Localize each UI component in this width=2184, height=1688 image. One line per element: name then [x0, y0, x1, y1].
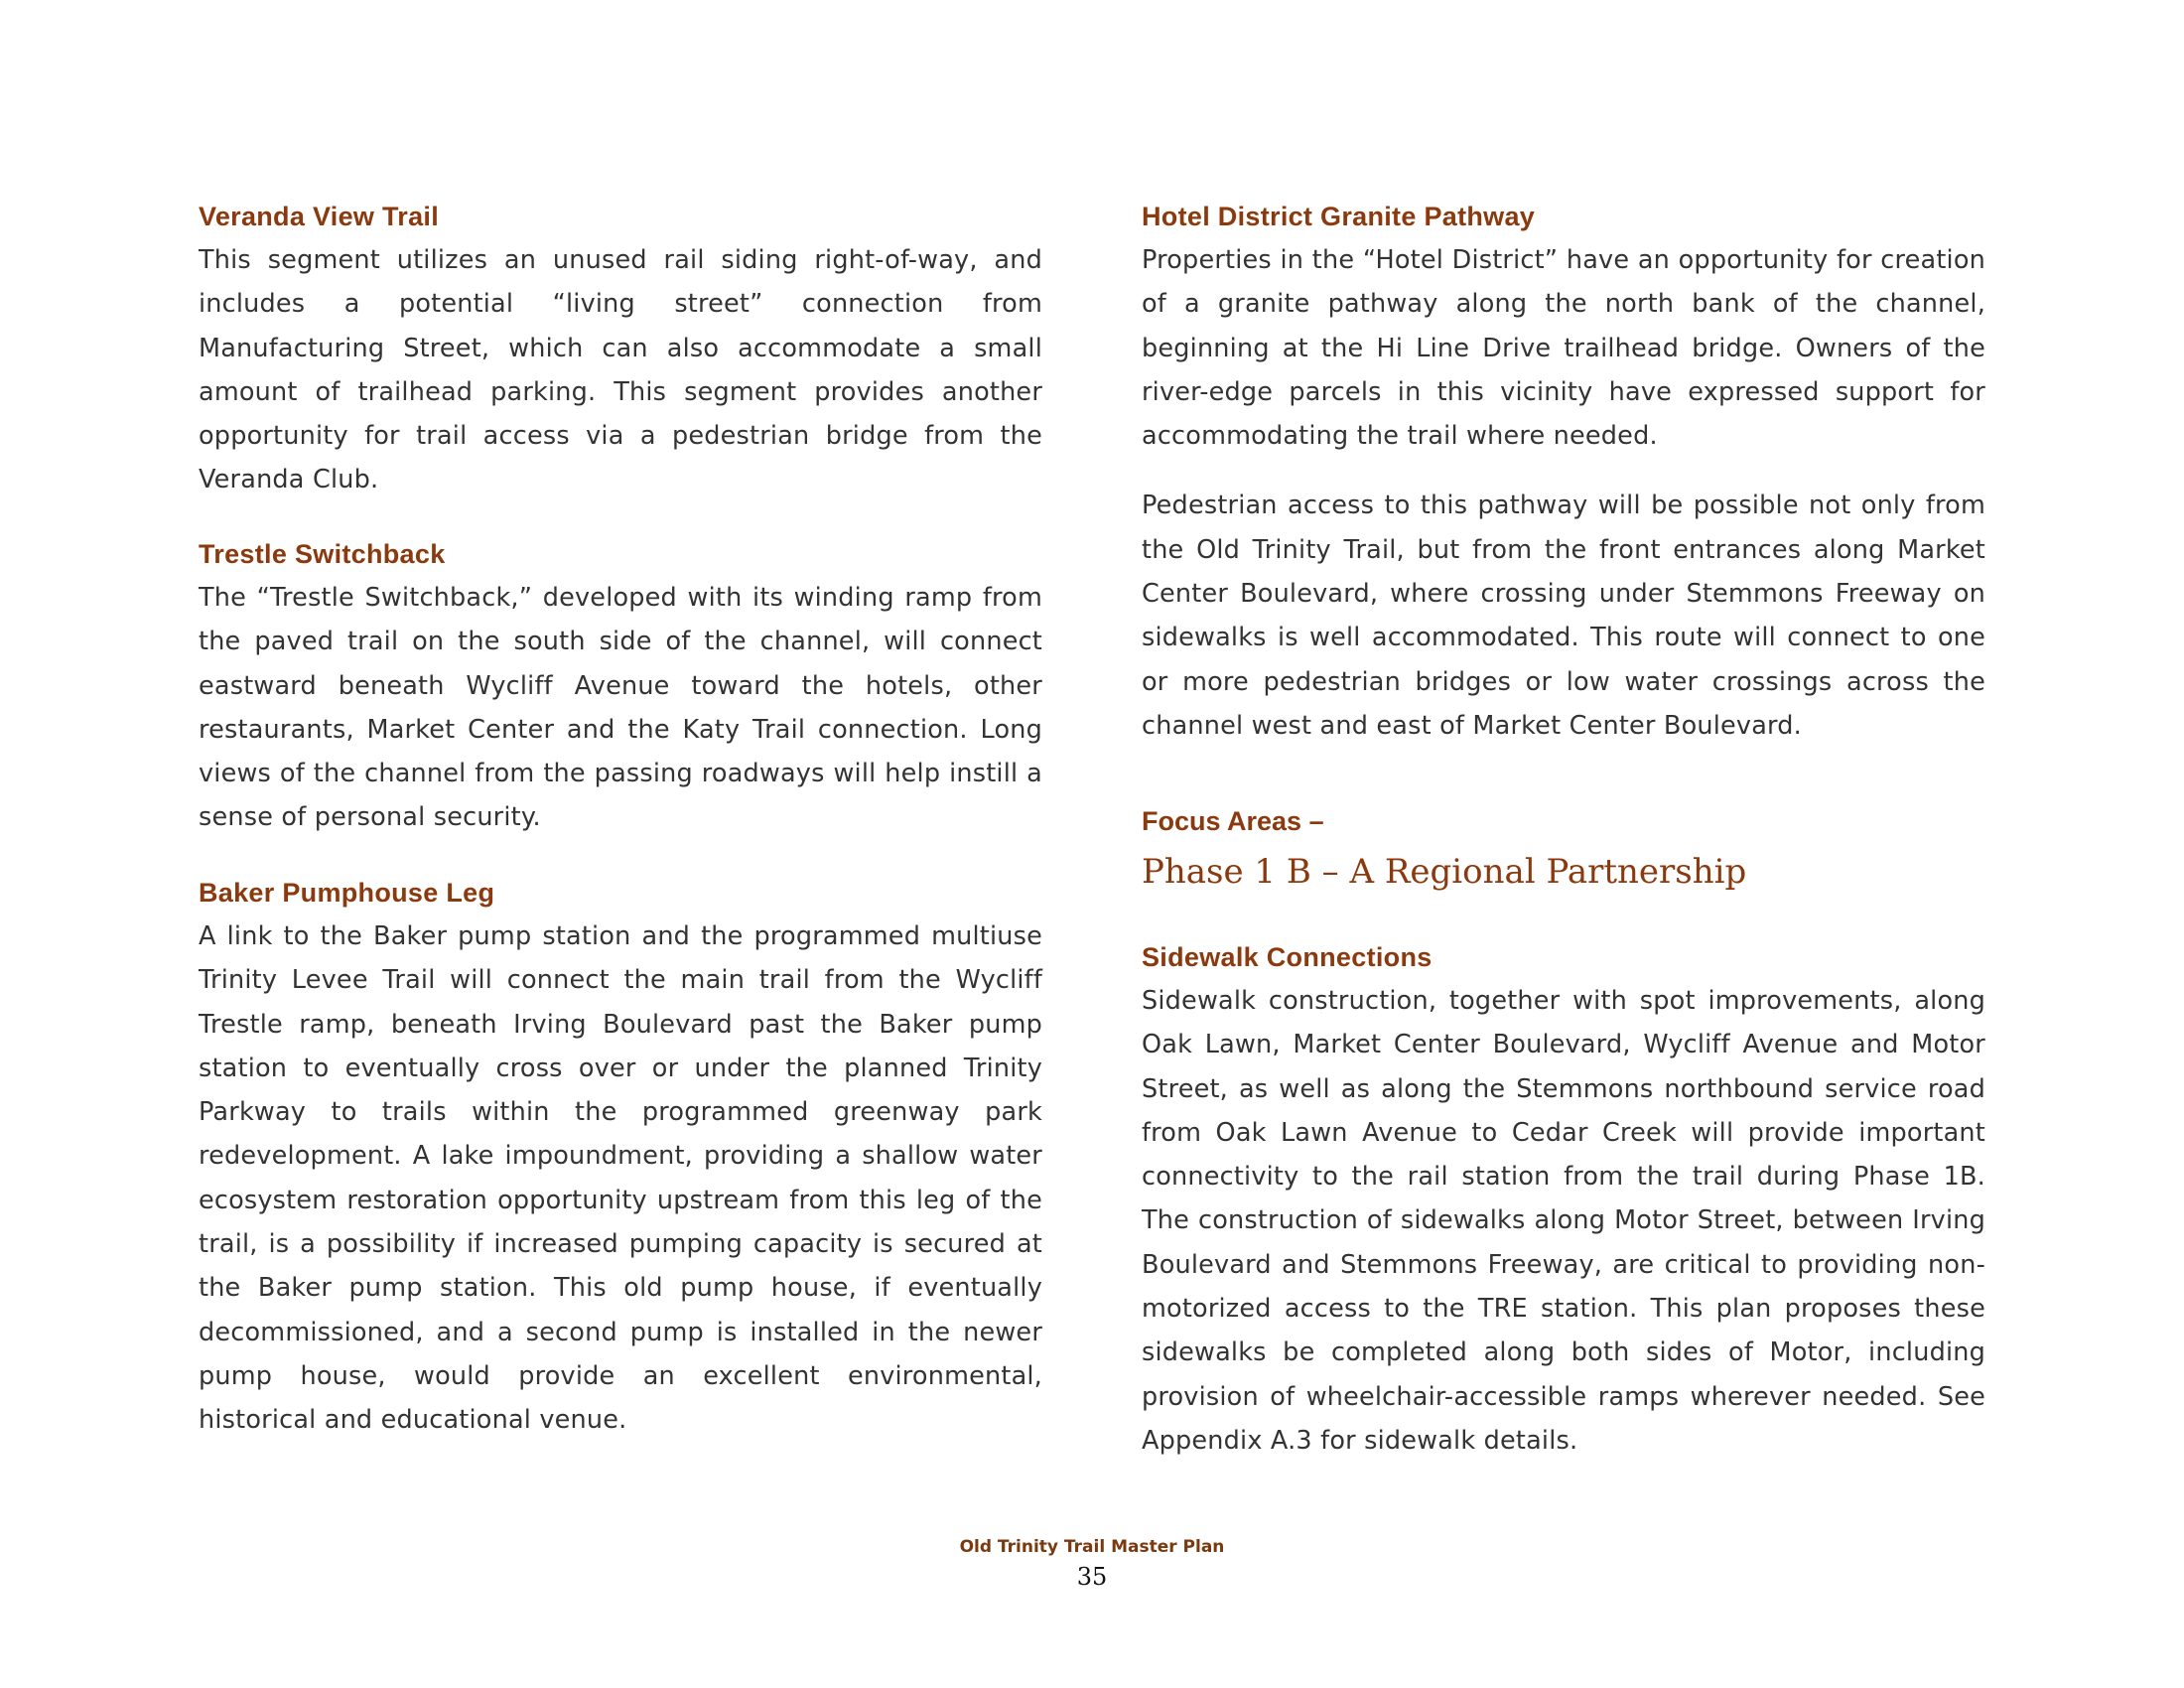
- section-heading: Hotel District Granite Pathway: [1142, 202, 1536, 231]
- section-body: A link to the Baker pump station and the programmed multiuse Trinity Levee Trail will connect the main trail from the Wycliff Trestle ramp, beneath Irving Boulevard past the Baker pump station to eventually cross over or under the planned Trinity Parkway to trails within the programmed greenway park redevelopment. A lake impoundment, providing a shallow water ecosystem restoration opportunity upstream from this leg of the trail, is a possibility if increased pumping capacity is secured at the Baker pump station. This old pump house, if eventually decommissioned, and a second pump is installed in the newer pump house, would provide an excellent environmental, historical and educational venue.: [199, 921, 1042, 1436]
- section-sidewalk-connections: [1142, 935, 1985, 1463]
- section-body-2: Pedestrian access to this pathway will be possible not only from the Old Trinity Trail, but from the front entrances along Market Center Boulevard, where crossing under Stemmons Freeway on sidewalks is well accommodated. This route will connect to one or more pedestrian bridges or low water crossings across the channel west and east of Market Center Boulevard.: [1142, 491, 1985, 741]
- section-heading: Trestle Switchback: [199, 539, 446, 569]
- section-body: This segment utilizes an unused rail siding right-of-way, and includes a potential “living street” connection from Manufacturing Street, which can also accommodate a small amount of trailhead parking. This segment provides another opportunity for trail access via a pedestrian bridge from the Veranda Club.: [199, 245, 1042, 495]
- section-body: Sidewalk construction, together with spot improvements, along Oak Lawn, Market Center Boulevard, Wycliff Avenue and Motor Street, as well as along the Stemmons northbound service road from Oak Lawn Avenue to Cedar Creek will provide important connectivity to the rail station from the trail during Phase 1B. The construction of sidewalks along Motor Street, between Irving Boulevard and Stemmons Freeway, are critical to providing non-motorized access to the TRE station. This plan proposes these sidewalks be completed along both sides of Motor, including provision of wheelchair-accessible ramps wherever needed. See Appendix A.3 for sidewalk details.: [1142, 986, 1985, 1456]
- section-body: Properties in the “Hotel District” have an opportunity for creation of a granite pathway along the north bank of the channel, beginning at the Hi Line Drive trailhead bridge. Owners of the river-edge parcels in this vicinity have expressed support for accommodating the trail where needed.: [1142, 245, 1985, 452]
- footer-title: Old Trinity Trail Master Plan: [959, 1537, 1225, 1557]
- phase-title: Phase 1 B – A Regional Partnership: [1142, 852, 1747, 892]
- page-number: 35: [1076, 1563, 1108, 1591]
- section-body: The “Trestle Switchback,” developed with its winding ramp from the paved trail on the south side of the channel, will connect eastward beneath Wycliff Avenue toward the hotels, other restaurants, Market Center and the Katy Trail connection. Long views of the channel from the passing roadways will help instill a sense of personal security.: [199, 583, 1042, 833]
- section-baker-pumphouse-leg: [199, 871, 1042, 1443]
- focus-areas-label: Focus Areas –: [1142, 806, 1324, 836]
- section-heading: Veranda View Trail: [199, 202, 440, 231]
- section-veranda-view-trail: [199, 195, 1042, 502]
- section-heading: Baker Pumphouse Leg: [199, 878, 495, 908]
- section-heading: Sidewalk Connections: [1142, 942, 1433, 972]
- section-hotel-district: [1142, 195, 1985, 748]
- section-trestle-switchback: [199, 532, 1042, 840]
